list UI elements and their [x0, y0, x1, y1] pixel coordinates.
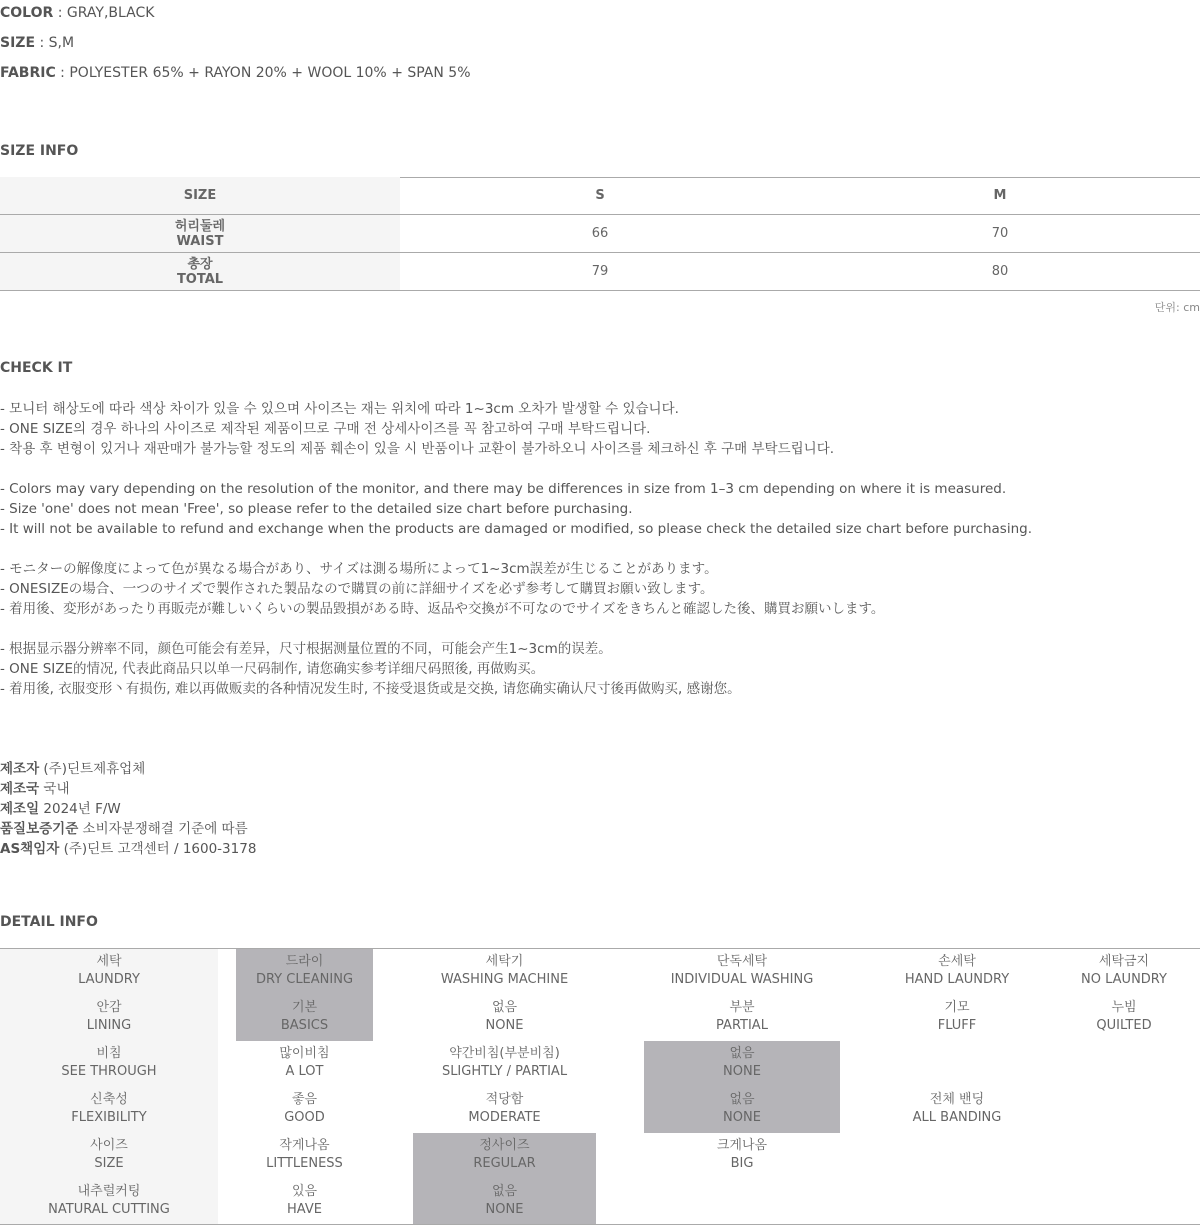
maker-line	[0, 779, 70, 799]
detail-option-a-lot	[236, 1043, 373, 1083]
detail-option-basics	[236, 997, 373, 1037]
maker-label: 제조국	[0, 781, 40, 797]
option-ko: 기본	[291, 1000, 318, 1015]
option-ko: 크게나옴	[716, 1138, 768, 1153]
fabric-value: : POLYESTER 65% + RAYON 20% + WOOL 10% + SPAN 5%	[55, 65, 471, 81]
detail-head-see-through	[0, 1043, 218, 1083]
size-info-title: SIZE INFO	[0, 143, 79, 159]
detail-head-size	[0, 1135, 218, 1175]
check-note-line: - ONE SIZE의 경우 하나의 사이즈로 제작된 제품이므로 구매 전 상세사이즈를 꼭 참고하여 구매 부탁드립니다.	[0, 421, 651, 437]
option-en: NO LAUNDRY	[1081, 972, 1167, 987]
option-en: HAND LAUNDRY	[904, 972, 1010, 987]
option-ko: 있음	[291, 1184, 318, 1199]
option-ko: 손세탁	[938, 954, 976, 969]
option-ko: 약간비침(부분비침)	[449, 1046, 560, 1061]
option-en: NONE	[723, 1064, 761, 1079]
size-table-row	[0, 253, 1200, 291]
detail-option-individual-washing	[644, 951, 840, 991]
option-ko: 누빔	[1111, 1000, 1137, 1015]
size-row-label-en: TOTAL	[176, 271, 224, 287]
size-value: : S,M	[35, 35, 75, 51]
size-header-m: M	[993, 188, 1007, 203]
size-header-text: SIZE	[183, 188, 217, 203]
fabric-spec	[0, 63, 471, 83]
detail-head-en: SEE THROUGH	[61, 1064, 157, 1079]
maker-line	[0, 799, 121, 819]
option-en: NONE	[485, 1018, 524, 1033]
detail-option-washing-machine	[413, 951, 596, 991]
maker-value: 국내	[39, 781, 70, 797]
maker-value: 2024년 F/W	[39, 801, 121, 817]
option-ko: 없음	[729, 1046, 755, 1061]
detail-option-moderate	[413, 1089, 596, 1129]
size-header-label	[0, 177, 400, 214]
detail-head-ko: 신축성	[90, 1092, 128, 1107]
detail-option-none	[644, 1043, 840, 1083]
option-en: QUILTED	[1096, 1018, 1152, 1033]
detail-head-ko: 사이즈	[90, 1138, 128, 1153]
detail-head-en: LINING	[86, 1018, 132, 1033]
detail-option-hand-laundry	[880, 951, 1034, 991]
option-en: GOOD	[284, 1110, 325, 1125]
option-ko: 세탁기	[485, 954, 524, 969]
maker-label: 품질보증기준	[0, 821, 79, 837]
detail-option-none	[413, 1181, 596, 1221]
option-ko: 없음	[729, 1092, 755, 1107]
option-en: BIG	[730, 1156, 754, 1171]
detail-head-en: SIZE	[94, 1156, 124, 1171]
detail-head-natural-cutting	[0, 1181, 218, 1221]
detail-option-none	[413, 997, 596, 1037]
detail-head-ko: 세탁	[96, 954, 122, 969]
check-note-line: - Size 'one' does not mean 'Free', so please refer to the detailed size chart before purchasing.	[0, 501, 633, 517]
option-ko: 정사이즈	[479, 1138, 530, 1153]
detail-option-all-banding	[880, 1089, 1034, 1129]
option-ko: 적당함	[485, 1092, 524, 1107]
color-label: COLOR	[0, 5, 54, 21]
detail-head-en: NATURAL CUTTING	[48, 1202, 170, 1217]
size-header-s: S	[595, 188, 605, 203]
detail-option-slightly	[413, 1043, 596, 1083]
maker-value: (주)딘트 고객센터 / 1600-3178	[59, 841, 257, 857]
check-note-line: - ONE SIZE的情况, 代表此商品只以单一尺码制作, 请您确实参考详细尺码照後, 再做购买。	[0, 661, 545, 677]
maker-value: (주)딘트제휴업체	[39, 761, 146, 777]
size-row-m-value: 70	[991, 226, 1009, 241]
fabric-label: FABRIC	[0, 65, 56, 81]
maker-line	[0, 839, 256, 859]
check-note-line: - 着用後、変形があったり再販売が難しいくらいの製品毀損がある時、返品や交換が不可なのでサイズをきちんと確認した後、購買お願いします。	[0, 601, 885, 617]
detail-head-laundry	[0, 951, 218, 991]
color-spec	[0, 3, 154, 23]
detail-head-ko: 안감	[96, 1000, 122, 1015]
detail-option-have	[236, 1181, 373, 1221]
maker-label: 제조일	[0, 801, 40, 817]
option-en: WASHING MACHINE	[440, 972, 569, 987]
detail-option-big	[644, 1135, 840, 1175]
detail-option-quilted	[1048, 997, 1200, 1037]
check-it-title: CHECK IT	[0, 360, 73, 376]
size-row-label	[0, 215, 400, 252]
option-en: MODERATE	[468, 1110, 541, 1125]
option-en: REGULAR	[473, 1156, 536, 1171]
detail-option-dry-cleaning	[236, 951, 373, 991]
size-spec	[0, 33, 74, 53]
size-row-label-ko: 총장	[187, 256, 213, 272]
detail-option-good	[236, 1089, 373, 1129]
size-row-label-ko: 허리둘레	[174, 218, 226, 234]
option-ko: 기모	[944, 1000, 970, 1015]
option-ko: 드라이	[285, 954, 324, 969]
detail-head-ko: 내추럴커팅	[77, 1184, 141, 1199]
option-en: LITTLENESS	[266, 1156, 343, 1171]
size-table-header-row	[0, 177, 1200, 215]
option-en: ALL BANDING	[912, 1110, 1002, 1125]
option-en: INDIVIDUAL WASHING	[670, 972, 814, 987]
maker-line	[0, 759, 145, 779]
option-ko: 많이비침	[279, 1046, 330, 1061]
size-table-row	[0, 215, 1200, 253]
maker-line	[0, 819, 248, 839]
check-note-line: - 根据显示器分辨率不同，颜色可能会有差异，尺寸根据测量位置的不同，可能会产生1~3cm的误差。	[0, 641, 612, 657]
check-note-line: - 착용 후 변형이 있거나 재판매가 불가능할 정도의 제품 훼손이 있을 시 반품이나 교환이 불가하오니 사이즈를 체크하신 후 구매 부탁드립니다.	[0, 441, 835, 457]
size-unit-note: 단위: cm	[1154, 301, 1200, 314]
check-note-line: - 모니터 해상도에 따라 색상 차이가 있을 수 있으며 사이즈는 재는 위치에 따라 1~3cm 오차가 발생할 수 있습니다.	[0, 401, 679, 417]
check-note-line: - ONESIZEの場合、一つのサイズで製作された製品なので購買の前に詳細サイズを必ず参考して購買お願い致します。	[0, 581, 714, 597]
detail-head-en: FLEXIBILITY	[71, 1110, 147, 1125]
option-ko: 세탁금지	[1098, 954, 1150, 969]
detail-head-ko: 비침	[96, 1046, 122, 1061]
option-ko: 부분	[729, 1000, 755, 1015]
detail-head-flexibility	[0, 1089, 218, 1129]
detail-option-none	[644, 1089, 840, 1129]
detail-head-en: LAUNDRY	[78, 972, 140, 987]
option-en: BASICS	[280, 1018, 329, 1033]
detail-option-no-laundry	[1048, 951, 1200, 991]
size-row-label	[0, 253, 400, 290]
size-row-s-value: 79	[591, 264, 609, 279]
option-ko: 전체 밴딩	[929, 1092, 985, 1107]
detail-option-fluff	[880, 997, 1034, 1037]
detail-option-regular	[413, 1135, 596, 1175]
check-note-line: - It will not be available to refund and exchange when the products are damaged or modified, so please check the detailed size chart before purchasing.	[0, 521, 1032, 537]
size-row-label-en: WAIST	[176, 233, 224, 249]
detail-head-lining	[0, 997, 218, 1037]
option-en: FLUFF	[937, 1018, 977, 1033]
detail-info-title: DETAIL INFO	[0, 914, 98, 930]
size-row-s-value: 66	[591, 226, 609, 241]
color-value: : GRAY,BLACK	[53, 5, 155, 21]
option-ko: 단독세탁	[716, 954, 768, 969]
maker-label: 제조자	[0, 761, 40, 777]
check-note-line: - Colors may vary depending on the resolution of the monitor, and there may be differences in size from 1–3 cm depending on where it is measured.	[0, 481, 1007, 497]
size-label: SIZE	[0, 35, 36, 51]
option-en: PARTIAL	[716, 1018, 768, 1033]
maker-label: AS책임자	[0, 841, 60, 857]
detail-bottom-border	[0, 1224, 1200, 1225]
option-ko: 없음	[491, 1184, 518, 1199]
check-note-line: - 着用後, 衣服变形丶有损伤, 难以再做贩卖的各种情况发生时, 不接受退货或是交换, 请您确实确认尺寸後再做购买, 感谢您。	[0, 681, 741, 697]
check-note-line: - モニターの解像度によって色が異なる場合があり、サイズは測る場所によって1~3cm誤差が生じることがあります。	[0, 561, 718, 577]
maker-value: 소비자분쟁해결 기준에 따름	[78, 821, 248, 837]
option-en: DRY CLEANING	[255, 972, 354, 987]
detail-option-partial	[644, 997, 840, 1037]
option-en: A LOT	[285, 1064, 324, 1079]
detail-option-littleness	[236, 1135, 373, 1175]
size-row-m-value: 80	[991, 264, 1009, 279]
option-ko: 좋음	[291, 1092, 318, 1107]
option-en: NONE	[485, 1202, 524, 1217]
option-ko: 작게나옴	[279, 1138, 330, 1153]
option-en: HAVE	[287, 1202, 322, 1217]
option-ko: 없음	[491, 1000, 518, 1015]
option-en: NONE	[723, 1110, 761, 1125]
option-en: SLIGHTLY / PARTIAL	[441, 1064, 568, 1079]
